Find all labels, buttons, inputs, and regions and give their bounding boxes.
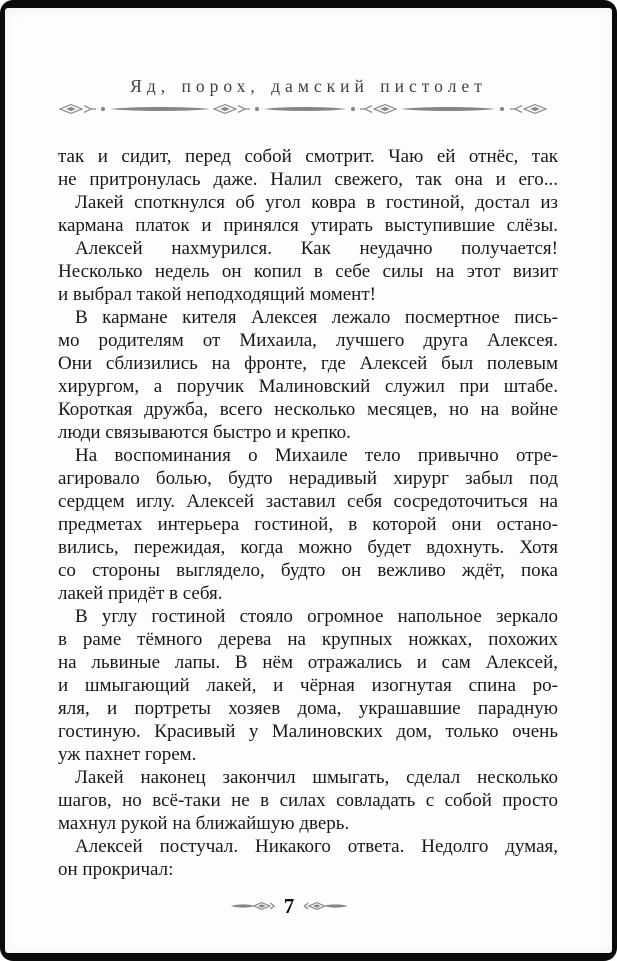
footer-ornament-left-icon (231, 899, 275, 913)
text-line: В углу гостиной стояло огромное напольное зеркало (75, 606, 558, 627)
text-line: на львиные лапы. В нём отражались и сам Алексей, (58, 652, 558, 673)
text-line: На воспоминания о Михаиле тело привычно отре- (75, 445, 558, 466)
text-line: предметах интерьера гостиной, в которой они остано- (58, 514, 558, 535)
text-line: махнул рукой на ближайшую дверь. (58, 813, 350, 834)
text-line: Несколько недель он копил в себе силы на этот визит (58, 261, 558, 282)
text-line: Они сблизились на фронте, где Алексей был полевым (58, 353, 558, 374)
text-line: со стороны выглядело, будто он вежливо ждёт, пока (58, 560, 558, 581)
text-line: лакей придёт в себя. (58, 583, 223, 604)
text-line: кармана платок и принялся утирать выступившие слёзы. (58, 215, 558, 236)
page-footer (231, 894, 348, 918)
text-line: уж пахнет горем. (58, 744, 197, 765)
text-line: Алексей постучал. Никакого ответа. Недолго думая, (75, 836, 558, 857)
text-line: Лакей наконец закончил шмыгать, сделал несколько (75, 767, 558, 788)
text-line: сердцем иглу. Алексей заставил себя сосредоточиться на (58, 491, 558, 512)
page-number: 7 (283, 894, 295, 918)
footer-ornament-right-icon (303, 899, 347, 913)
text-line: и шмыгающий лакей, и чёрная изогнутая спина ро- (58, 675, 558, 696)
text-line: гостиную. Красивый у Малиновских дом, только очень (58, 721, 558, 742)
text-line: и выбрал такой неподходящий момент! (58, 284, 376, 305)
text-line: он прокричал: (58, 859, 174, 880)
body-text (58, 145, 558, 881)
text-line: вились, пережидая, когда можно будет вдохнуть. Хотя (58, 537, 558, 558)
text-line: В кармане кителя Алексея лежало посмертное пись- (75, 307, 558, 328)
text-line: Короткая дружба, всего несколько месяцев, но на войне (58, 399, 558, 420)
text-line: агировало болью, будто нерадивый хирург забыл под (58, 468, 558, 489)
header-ornament-divider (58, 102, 558, 116)
text-line: Лакей споткнулся об угол ковра в гостиной, достал из (75, 192, 558, 213)
text-line: хирургом, а поручик Малиновский служил при штабе. (58, 376, 558, 397)
text-line: не притронулась даже. Налил свежего, так она и его... (58, 169, 558, 190)
running-header-title: Яд, порох, дамский пистолет (130, 76, 487, 96)
text-line: в раме тёмного дерева на крупных ножках, похожих (58, 629, 558, 650)
text-line: яля, и портреты хозяев дома, украшавшие парадную (58, 698, 558, 719)
text-line: шагов, но всё-таки не в силах совладать с собой просто (58, 790, 558, 811)
book-page (5, 8, 612, 953)
text-line: Алексей нахмурился. Как неудачно получается! (75, 238, 558, 259)
text-line: люди связываются быстро и крепко. (58, 422, 351, 443)
text-line: так и сидит, перед собой смотрит. Чаю ей отнёс, так (58, 146, 558, 167)
text-line: мо родителям от Михаила, лучшего друга Алексея. (58, 330, 558, 351)
